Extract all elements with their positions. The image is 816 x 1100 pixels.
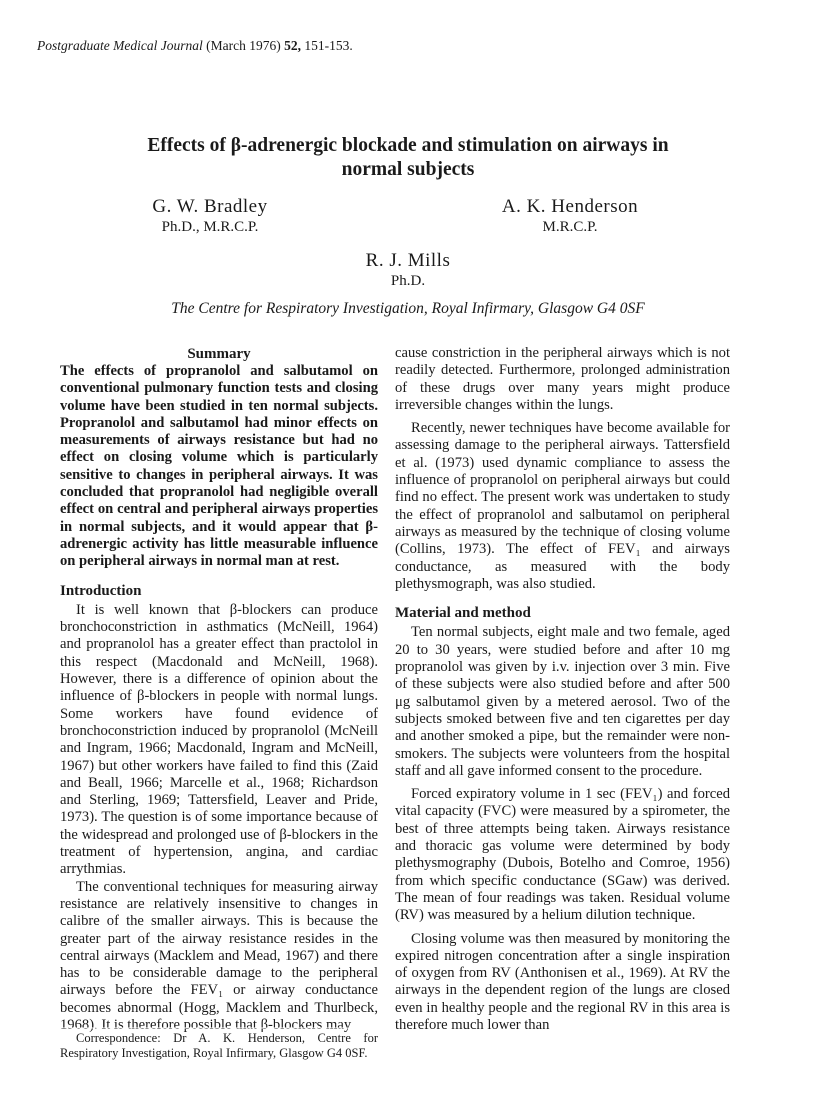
paper-title [0,134,816,182]
summary-text: The effects of propranolol and salbutamol on conventional pulmonary function tests and closing volume have been studied in ten normal subjects. Propranolol and salbutamol had minor effects on measurements of airways resistance but had no effect on closing volume which is particularly sensitive to changes in peripheral airways. It was concluded that propranolol had negligible overall effect on central and peripheral airways properties in normal subjects, and it would appear that β-adrenergic activity has little measurable influence on peripheral airways in normal man at rest. [60,363,378,570]
running-header [37,38,353,54]
journal-name: Postgraduate Medical Journal [37,38,203,53]
author-bradley [130,196,290,237]
intro-paragraph-3: Recently, newer techniques have become available for assessing damage to the peripheral airways. Tattersfield et al. (1973) used dynamic compliance to assess the influence of propranolol on peripheral airways but could find no effect. The present work was undertaken to study the effect of propranolol and salbutamol on peripheral airways as measured by the technique of closing volume (Collins, 1973). The effect of FEV₁ and airways conductance, as measured with the body plethysmograph, was also studied. [395,420,730,592]
methods-heading: Material and method [395,605,531,622]
author-mills [298,250,518,291]
left-column [60,345,378,1034]
author-henderson [470,196,670,237]
author-name: A. K. Henderson [501,196,639,217]
author-name: R. J. Mills [365,250,451,271]
author-credentials: M.R.C.P. [542,219,598,235]
methods-paragraph-1: Ten normal subjects, eight male and two female, aged 20 to 30 years, were studied before and after 10 mg propranolol was given by i.v. injection over 3 min. Five of these subjects were also studied before and after 500 μg salbutamol given by a metered aerosol. Two of the subjects smoked between five and ten cigarettes per day and another smoked a pipe, but the remainder were non-smokers. The subjects were volunteers from the hospital staff and all gave informed consent to the procedure. [395,624,730,779]
methods-paragraph-3: Closing volume was then measured by monitoring the expired nitrogen concentration after a single inspiration of oxygen from RV (Anthonisen et al., 1969). At RV the airways in the dependent region of the lungs are closed even in healthy people and the regional RV in this area is therefore much lower than [395,930,730,1033]
intro-paragraph-1: It is well known that β-blockers can produce bronchoconstriction in asthmatics (McNeill, 1964) and propranolol has a greater effect than practolol in this respect (Macdonald and McNeill, 1968). However, there is a difference of opinion about the influence of β-blockers in people with normal lungs. Some workers have found evidence of bronchoconstriction induced by propranolol (McNeill and Ingram, 1966; Macdonald, Ingram and McNeill, 1967) but other workers have failed to find this (Zaid and Beall, 1966; Marcelle et al., 1968; Richardson and Sterling, 1969; Tattersfield, Leaver and Pride, 1973). The question is of some importance because of the widespread and prolonged use of β-blockers in the treatment of hypertension, angina, and cardiac arrythmias. [60,601,378,878]
intro-paragraph-2-continued: cause constriction in the peripheral airways which is not readily detected. Furthermore, prolonged administration of these drugs over many years might produce irreversible changes within the lungs. [395,345,730,413]
correspondence-footnote: Correspondence: Dr A. K. Henderson, Centre for Respiratory Investigation, Royal Infirmary, Glasgow G4 0SF. [60,1031,378,1060]
right-column [395,345,730,1034]
author-credentials: Ph.D. [390,273,426,289]
title-line-1: Effects of β-adrenergic blockade and stimulation on airways in [147,135,669,156]
author-credentials: Ph.D., M.R.C.P. [161,219,259,235]
institution: The Centre for Respiratory Investigation, Royal Infirmary, Glasgow G4 0SF [171,300,645,317]
journal-volume: 52, [284,38,301,53]
methods-paragraph-2: Forced expiratory volume in 1 sec (FEV₁) and forced vital capacity (FVC) were measured by a spirometer, the best of three attempts being taken. Airways resistance and thoracic gas volume were determined by body plethysmography (Dubois, Botelho and Comroe, 1956) from which specific conductance (SGaw) was derived. The mean of four readings was taken. Residual volume (RV) was measured by a helium dilution technique. [395,786,730,924]
journal-pages: 151-153. [304,38,353,53]
summary-heading: Summary [187,346,251,362]
author-name: G. W. Bradley [152,196,268,217]
intro-paragraph-2: The conventional techniques for measuring airway resistance are relatively insensitive to changes in calibre of the smaller airways. This is because the greater part of the airway resistance resides in the central airways (Macklem and Mead, 1967) and there has to be considerable damage to the peripheral airways before the FEV₁ or airway conductance becomes abnormal (Hogg, Macklem and Thurlbeck, 1968). It is therefore possible that β-blockers may [60,878,378,1033]
footnote-rule [60,1027,378,1029]
journal-date: (March 1976) [206,38,281,53]
introduction-heading: Introduction [60,582,142,599]
title-line-2: normal subjects [341,159,475,180]
